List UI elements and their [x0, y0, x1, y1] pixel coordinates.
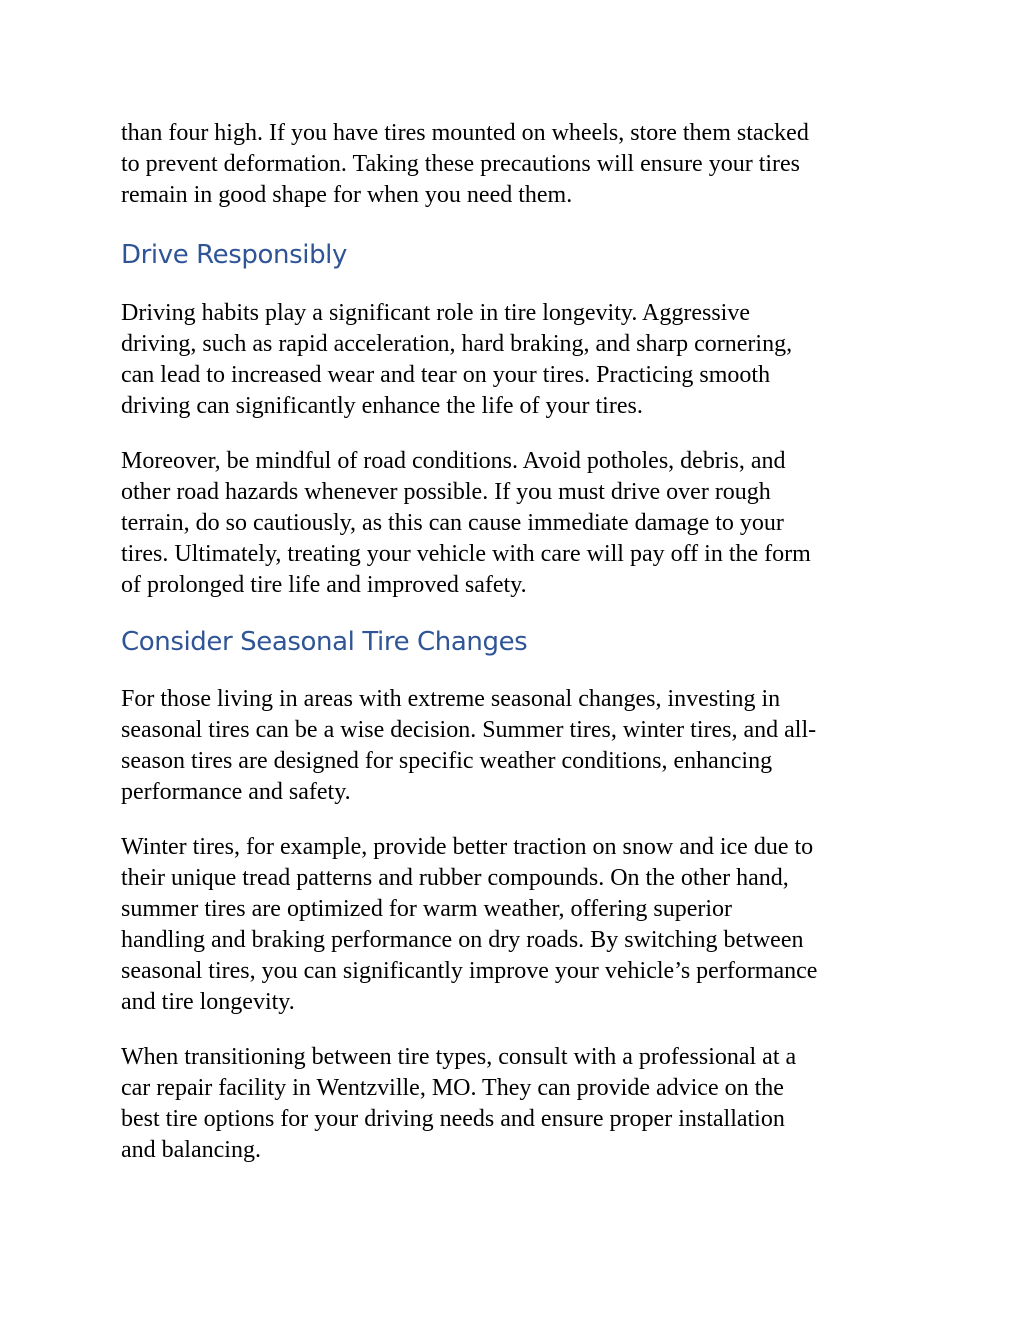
text-line: and balancing. — [121, 1137, 261, 1163]
paragraph-seasonal-tires — [121, 684, 911, 808]
text-line: seasonal tires, you can significantly improve your vehicle’s performance — [121, 958, 818, 984]
text-line: to prevent deformation. Taking these precautions will ensure your tires — [121, 151, 801, 177]
text-line: driving, such as rapid acceleration, hard braking, and sharp cornering, — [121, 331, 793, 357]
text-line: summer tires are optimized for warm weather, offering superior — [121, 896, 733, 922]
text-line: other road hazards whenever possible. If you must drive over rough — [121, 479, 771, 505]
text-line: can lead to increased wear and tear on your tires. Practicing smooth — [121, 362, 771, 388]
text-line: For those living in areas with extreme seasonal changes, investing in — [121, 686, 781, 712]
text-line: driving can significantly enhance the life of your tires. — [121, 393, 643, 419]
text-line: and tire longevity. — [121, 989, 295, 1015]
text-line: of prolonged tire life and improved safety. — [121, 572, 527, 598]
section-heading-seasonal-tire-changes: Consider Seasonal Tire Changes — [121, 627, 528, 657]
text-line: handling and braking performance on dry roads. By switching between — [121, 927, 804, 953]
text-line: Driving habits play a significant role in tire longevity. Aggressive — [121, 300, 750, 326]
text-line: When transitioning between tire types, consult with a professional at a — [121, 1044, 797, 1070]
paragraph-driving-habits — [121, 298, 911, 422]
section-heading-drive-responsibly: Drive Responsibly — [121, 240, 347, 270]
text-line: tires. Ultimately, treating your vehicle with care will pay off in the form — [121, 541, 811, 567]
text-line: remain in good shape for when you need them. — [121, 182, 573, 208]
text-line: Winter tires, for example, provide better traction on snow and ice due to — [121, 834, 814, 860]
text-line: Moreover, be mindful of road conditions. Avoid potholes, debris, and — [121, 448, 786, 474]
text-line: seasonal tires can be a wise decision. Summer tires, winter tires, and all- — [121, 717, 817, 743]
text-line: than four high. If you have tires mounted on wheels, store them stacked — [121, 120, 809, 146]
text-line: season tires are designed for specific weather conditions, enhancing — [121, 748, 773, 774]
text-line: car repair facility in Wentzville, MO. They can provide advice on the — [121, 1075, 784, 1101]
paragraph-winter-summer-tires — [121, 832, 911, 1018]
text-line: best tire options for your driving needs and ensure proper installation — [121, 1106, 785, 1132]
text-line: their unique tread patterns and rubber compounds. On the other hand, — [121, 865, 789, 891]
paragraph-road-conditions — [121, 446, 911, 601]
text-line: terrain, do so cautiously, as this can cause immediate damage to your — [121, 510, 784, 536]
text-line: performance and safety. — [121, 779, 351, 805]
paragraph-tire-storage — [121, 118, 911, 211]
document-page — [121, 118, 911, 1190]
paragraph-transitioning-tires — [121, 1042, 911, 1166]
